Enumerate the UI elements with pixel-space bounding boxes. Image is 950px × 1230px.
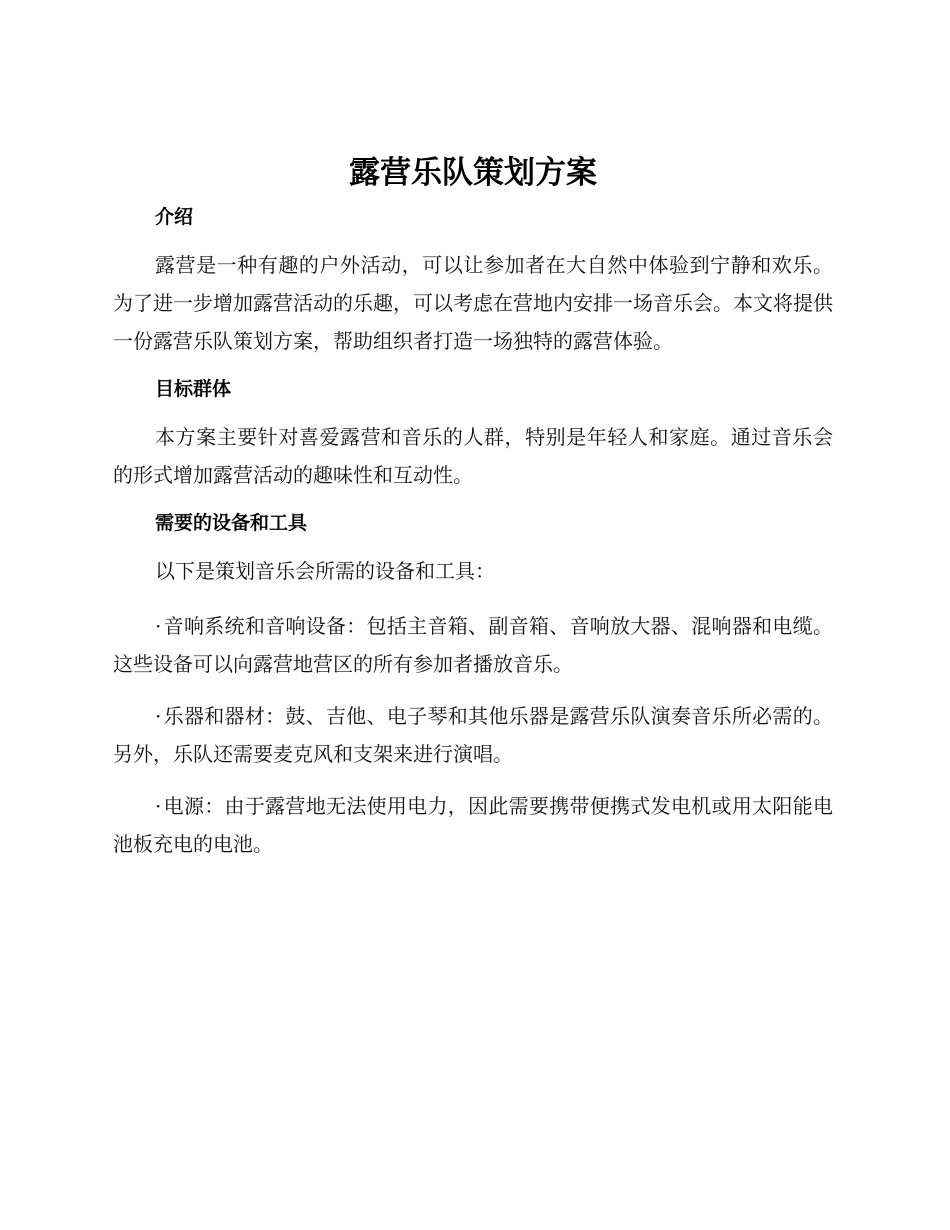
- equipment-item-instruments: [113, 697, 833, 773]
- intro-paragraph: 露营是一种有趣的户外活动，可以让参加者在大自然中体验到宁静和欢乐。为了进一步增加露营活动的乐趣，可以考虑在营地内安排一场音乐会。本文将提供一份露营乐队策划方案，帮助组织者打造一场独特的露营体验。: [113, 253, 833, 353]
- equipment-intro: 以下是策划音乐会所需的设备和工具：: [155, 559, 495, 583]
- bullet-dot: ·: [155, 614, 162, 638]
- equipment-item-sound-system: [113, 607, 833, 683]
- section-heading-target-group: 目标群体: [155, 378, 232, 400]
- equipment-item-power: [113, 787, 833, 863]
- document-title: 露营乐队策划方案: [349, 155, 597, 191]
- equipment-item-text: 电源：由于露营地无法使用电力，因此需要携带便携式发电机或用太阳能电池板充电的电池。: [113, 794, 833, 856]
- bullet-dot: ·: [155, 794, 162, 818]
- equipment-item-text: 音响系统和音响设备：包括主音箱、副音箱、音响放大器、混响器和电缆。这些设备可以向露营地营区的所有参加者播放音乐。: [113, 614, 833, 676]
- equipment-item-text: 乐器和器材：鼓、吉他、电子琴和其他乐器是露营乐队演奏音乐所必需的。另外，乐队还需要麦克风和支架来进行演唱。: [113, 704, 833, 766]
- document-body: [113, 150, 833, 877]
- target-group-paragraph: 本方案主要针对喜爱露营和音乐的人群，特别是年轻人和家庭。通过音乐会的形式增加露营活动的趣味性和互动性。: [113, 425, 833, 487]
- bullet-dot: ·: [155, 704, 162, 728]
- section-heading-equipment: 需要的设备和工具: [155, 512, 308, 534]
- section-heading-intro: 介绍: [155, 206, 194, 228]
